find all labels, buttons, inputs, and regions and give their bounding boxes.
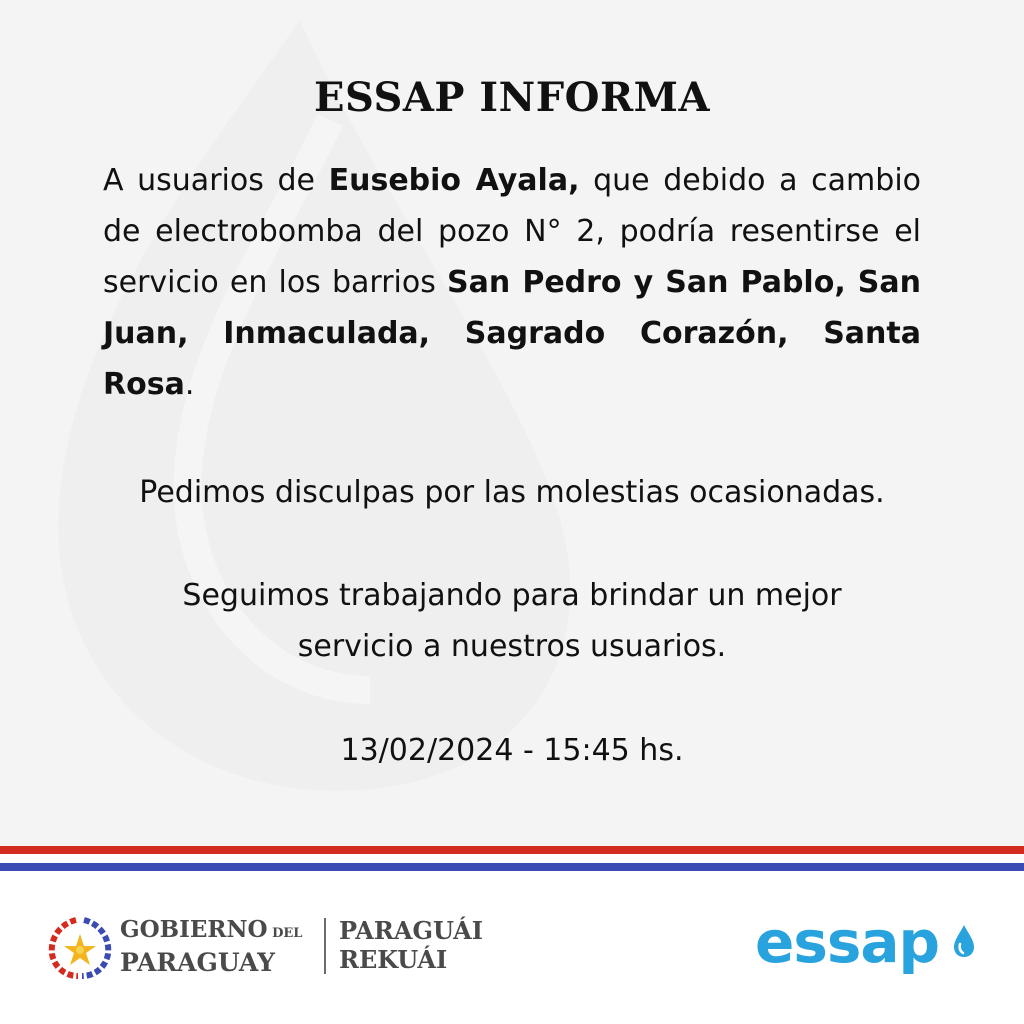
closing-line-2: servicio a nuestros usuarios. bbox=[297, 629, 727, 664]
logo-divider bbox=[324, 918, 326, 974]
essap-logo-word: essap bbox=[755, 908, 940, 976]
government-logo bbox=[46, 912, 496, 982]
gov-tagline bbox=[339, 916, 483, 974]
body-neighborhoods-bold: San Pedro y San Pablo, San Juan, Inmaculada, Sagrado Corazón, Santa Rosa bbox=[103, 265, 922, 402]
paraguay-seal-icon bbox=[46, 914, 114, 980]
body-text-3: . bbox=[184, 367, 195, 402]
flag-stripe-red bbox=[0, 846, 1024, 854]
body-location-bold: Eusebio Ayala, bbox=[328, 163, 580, 198]
gov-line1-small: DEL bbox=[267, 926, 303, 941]
apology-text: Pedimos disculpas por las molestias ocasionadas. bbox=[139, 475, 885, 510]
gov-tagline-line1: PARAGUÁI bbox=[339, 916, 484, 945]
notice-datetime: 13/02/2024 - 15:45 hs. bbox=[340, 733, 684, 768]
closing-line-1: Seguimos trabajando para brindar un mejor bbox=[182, 578, 842, 613]
gov-line1-main: GOBIERNO bbox=[120, 916, 268, 943]
flag-stripe-blue bbox=[0, 863, 1024, 871]
body-text-2: que debido a cambio de electrobomba del pozo N° 2, podría resentirse el servicio en los barrios bbox=[103, 163, 922, 300]
notice-title: ESSAP INFORMA bbox=[314, 74, 710, 121]
water-drop-icon bbox=[951, 924, 977, 958]
flag-stripe-white bbox=[0, 854, 1024, 863]
notice-body-paragraph bbox=[103, 155, 921, 410]
gov-name-text bbox=[120, 916, 302, 978]
gov-line2: PARAGUAY bbox=[120, 948, 275, 977]
gov-tagline-line2: REKUÁI bbox=[339, 945, 448, 974]
essap-logo bbox=[755, 908, 977, 976]
body-text-1: A usuarios de bbox=[103, 163, 329, 198]
